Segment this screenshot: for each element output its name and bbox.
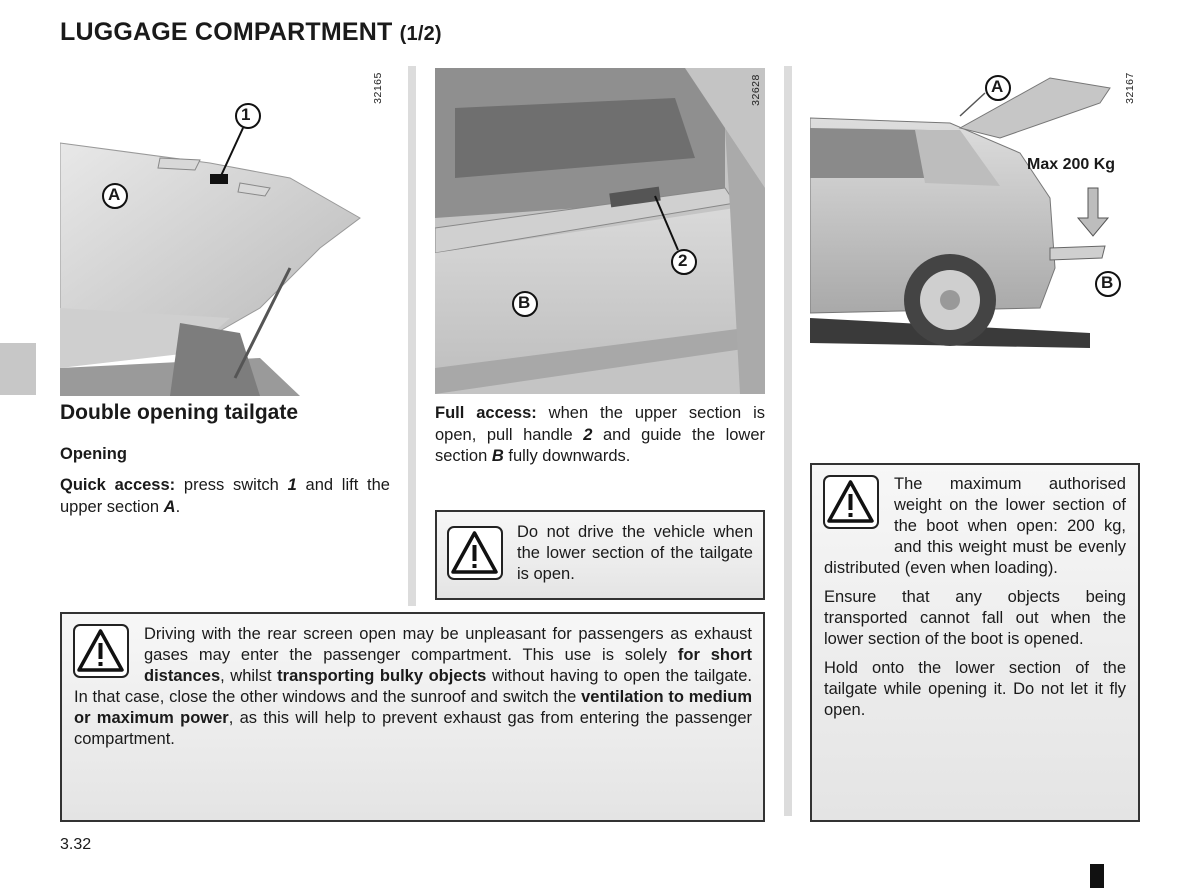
switch-ref: 1 xyxy=(287,476,297,494)
quick-access-paragraph xyxy=(60,475,390,518)
figure-tailgate-switch xyxy=(60,68,388,396)
page-corner-mark xyxy=(1090,864,1104,888)
figure-ref-32165: 32165 xyxy=(372,72,384,104)
quick-access-text-2: and lift the upper section xyxy=(60,476,390,516)
full-access-label: Full access: xyxy=(435,404,537,422)
section-heading: Double opening tailgate xyxy=(60,401,299,424)
page-title xyxy=(60,18,442,47)
quick-access-end: . xyxy=(175,497,181,516)
exhaust-bold-3: ventilation to medium or maximum power xyxy=(74,688,753,727)
handle-ref: 2 xyxy=(583,425,593,444)
warning-box-weight xyxy=(810,463,1140,822)
figure-label-B: B xyxy=(1101,273,1114,292)
page-title-main: LUGGAGE COMPARTMENT xyxy=(60,18,393,46)
exhaust-text-2: , whilst xyxy=(220,667,278,685)
sub-heading-opening: Opening xyxy=(60,445,127,463)
lower-section-ref: B xyxy=(491,447,504,465)
warning-box-drive xyxy=(435,510,765,600)
exhaust-text-4: , as this will help to prevent exhaust gas from entering the passenger compartment. xyxy=(74,709,752,748)
figure-ref-32628: 32628 xyxy=(750,74,762,106)
exhaust-bold-2: transporting bulky objects xyxy=(277,667,487,685)
warning-text-exhaust xyxy=(74,624,752,750)
figure-lower-section xyxy=(435,68,765,394)
quick-access-label: Quick access: xyxy=(60,476,176,494)
exhaust-bold-1: for short distances xyxy=(144,646,752,685)
full-access-text: when the upper section is open, pull handle xyxy=(435,404,766,444)
full-access-paragraph xyxy=(435,403,765,468)
figure-label-A: A xyxy=(991,77,1004,96)
weight-text-1: The maximum authorised weight on the lower section of the boot when open: 200 kg, and this weight must be evenly distributed (even when loading). xyxy=(824,475,1126,577)
figure-ref-32167: 32167 xyxy=(1124,72,1136,104)
full-access-text-2: and guide the lower section xyxy=(435,425,765,465)
column-divider-2 xyxy=(784,66,792,816)
exhaust-text-1: Driving with the rear screen open may be unpleasant for passengers as exhaust gases may enter the passenger compartment. This use is solely xyxy=(144,625,752,664)
full-access-text-3: fully downwards. xyxy=(503,447,631,465)
weight-text-2: Ensure that any objects being transported cannot fall out when the lower section of the boot is opened. xyxy=(824,588,1126,648)
figure-label-A: A xyxy=(108,185,121,204)
figure-max-weight xyxy=(810,68,1140,372)
quick-access-text: press switch xyxy=(175,476,288,494)
page-number: 3.32 xyxy=(60,836,92,853)
warning-text-drive: Do not drive the vehicle when the lower section of the tailgate is open. xyxy=(517,523,753,583)
page-title-sub: (1/2) xyxy=(399,23,442,45)
warning-box-exhaust xyxy=(60,612,765,822)
exhaust-text-3: without having to open the tailgate. In that case, close the other windows and the sunroof and switch the xyxy=(74,667,752,706)
warning-triangle-icon xyxy=(447,526,503,580)
figure-label-B: B xyxy=(518,293,531,312)
figure-label-1: 1 xyxy=(241,105,251,124)
section-ref: A xyxy=(163,497,176,516)
chapter-tab xyxy=(0,343,36,395)
figure-label-2: 2 xyxy=(678,251,688,270)
weight-text-3: Hold onto the lower section of the tailgate while opening it. Do not let it fly open. xyxy=(824,659,1126,719)
column-divider-1 xyxy=(408,66,416,606)
warning-text-weight xyxy=(824,474,1126,729)
max-weight-label: Max 200 Kg xyxy=(1027,156,1116,173)
